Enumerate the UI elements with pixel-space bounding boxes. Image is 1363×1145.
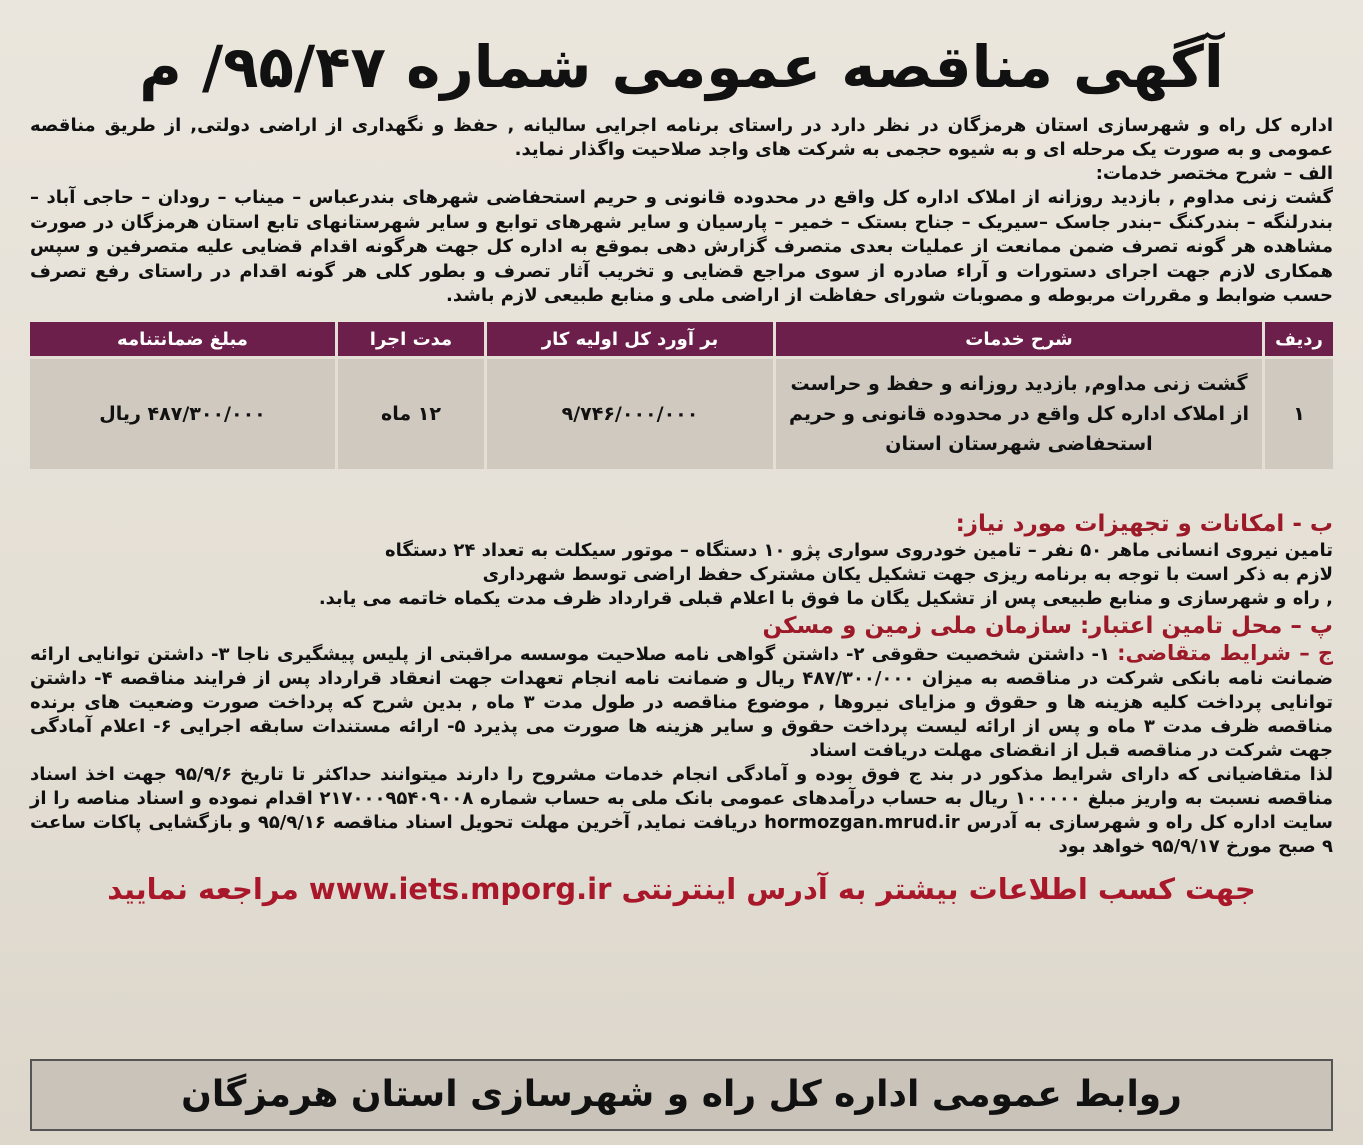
section-pe-heading: پ – محل تامین اعتبار: سازمان ملی زمین و مسکن [762, 613, 1333, 640]
section-jim [30, 641, 1333, 763]
cell-estimate: ۹/۷۴۶/۰۰۰/۰۰۰ [484, 356, 773, 469]
website-suffix: مراجعه نمایید [107, 872, 299, 907]
cell-row-number: ۱ [1262, 356, 1333, 469]
services-table [30, 322, 1333, 469]
section-be-line-1: تامین نیروی انسانی ماهر ۵۰ نفر – تامین خودروی سواری پژو ۱۰ دستگاه – موتور سیکلت به تعداد ۲۴ دستگاه [384, 540, 1333, 562]
section-be-line-2: لازم به ذکر است با توجه به برنامه ریزی جهت تشکیل یکان مشترک حفظ اراضی توسط شهرداری [482, 564, 1333, 586]
closing-line-2: دریافت نماید, آخرین مهلت تحویل اسناد مناقصه ۹۵/۹/۱۶ و بازگشایی پاکات ساعت ۹ صبح مورخ ۹۵/۹/۱۷ خواهد بود [30, 812, 1333, 858]
section-alef [30, 162, 1333, 308]
website-url-link[interactable]: www.iets.mporg.ir [308, 872, 612, 907]
header-guarantee: مبلغ ضمانتنامه [30, 322, 335, 356]
website-prefix: جهت کسب اطلاعات بیشتر به آدرس اینترنتی [621, 872, 1256, 907]
cell-duration: ۱۲ ماه [335, 356, 484, 469]
header-description: شرح خدمات [773, 322, 1262, 356]
table-header-row [30, 322, 1333, 356]
closing-paragraph [30, 763, 1333, 859]
intro-paragraph: اداره کل راه و شهرسازی استان هرمزگان در نظر دارد در راستای برنامه اجرایی سالیانه , حفظ و نگهداری از اراضی دولتی, از طریق مناقصه عمومی و به صورت یک مرحله ای و به شیوه حجمی به شرکت های واجد صلاحیت واگذار نماید. [30, 115, 1333, 160]
section-be-line-3: , راه و شهرسازی و منابع طبیعی پس از تشکیل یگان ما فوق با اعلام قبلی قرارداد ظرف مدت یکماه خاتمه می یابد. [318, 588, 1333, 610]
header-duration: مدت اجرا [335, 322, 484, 356]
section-jim-text: ۱- داشتن شخصیت حقوقی ۲- داشتن گواهی نامه صلاحیت موسسه مراقبتی از پلیس پیشگیری ناجا ۳- داشتن توانایی ارائه ضمانت نامه بانکی شرکت در مناقصه به میزان ۴۸۷/۳۰۰/۰۰۰ ریال و ضمانت نامه انجام تعهدات جهت انعقاد قرارداد پس از فرایند مناقصه ۴- داشتن توانایی پرداخت کلیه هزینه ها و حقوق و مزایای نیروها , موضوع مناقصه در طول مدت ۳ ماه , بدین شرح که پرداخت صورت وضعیت های برنده مناقصه ظرف مدت ۳ ماه و پس از ارائه لیست پرداخت حقوق و سایر هزینه ها صورت می پذیرد ۵- ارائه مستندات سابقه اجرایی ۶- اعلام آمادگی جهت شرکت در مناقصه قبل از انقضای مهلت دریافت اسناد [30, 644, 1333, 762]
cell-guarantee: ۴۸۷/۳۰۰/۰۰۰ ریال [30, 356, 335, 469]
section-be [30, 509, 1333, 611]
hormozgan-site-link[interactable]: hormozgan.mrud.ir [764, 812, 960, 834]
header-row-number: ردیف [1262, 322, 1333, 356]
page-title: آگهی مناقصه عمومی شماره ۹۵/۴۷/ م [139, 33, 1224, 101]
section-jim-heading: ج – شرایط متقاضی: [1117, 641, 1333, 666]
section-alef-text: گشت زنی مداوم , بازدید روزانه از املاک اداره کل واقع در محدوده قانونی و حریم استحفاضی شهرهای بندرعباس – میناب – رودان – حاجی آباد – بندرلنگه – بندرکنگ –بندر جاسک –سیریک – جناح بستک – خمیر – پارسیان و سایر شهرهای توابع و سایر شهرستانهای تابع استان هرمزگان در صورت مشاهده هر گونه تصرف ضمن ممانعت از عملیات بعدی متصرف گزارش دهی بموقع به اداره کل جهت هرگونه اقدام قضایی علیه متصرفین و سپس همکاری لازم جهت اجرای دستورات و آراء صادره از سوی مراجع قضایی و تخریب آثار تصرف و بطور کلی هر گونه اقدام در راستای رفع تصرف حسب ضوابط و مقررات مربوطه و مصوبات شورای حفاظت از اراضی ملی و منابع طبیعی لازم باشد. [30, 187, 1333, 307]
closing-line-1: لذا متقاضیانی که دارای شرایط مذکور در بند ج فوق بوده و آمادگی انجام خدمات مشروح را دارند میتوانند حداکثر تا تاریخ ۹۵/۹/۶ جهت اخذ اسناد مناقصه نسبت به واریز مبلغ ۱۰۰۰۰۰ ریال به حساب درآمدهای عمومی بانک ملی به حساب شماره ۲۱۷۰۰۰۹۵۴۰۹۰۰۸ اقدام نموده و اسناد مناصه را از سایت اداره کل راه و شهرسازی به آدرس [30, 764, 1333, 834]
cell-description: گشت زنی مداوم, بازدید روزانه و حفظ و حراست از املاک اداره کل واقع در محدوده قانونی و حریم استحفاضی شهرستان استان [773, 356, 1262, 469]
header-estimate: بر آورد کل اولیه کار [484, 322, 773, 356]
table-row [30, 356, 1333, 469]
footer-banner: روابط عمومی اداره کل راه و شهرسازی استان هرمزگان [30, 1059, 1333, 1131]
website-line [30, 869, 1333, 909]
section-alef-heading: الف – شرح مختصر خدمات: [1095, 163, 1333, 184]
section-be-heading: ب - امکانات و تجهیزات مورد نیاز: [955, 511, 1333, 538]
